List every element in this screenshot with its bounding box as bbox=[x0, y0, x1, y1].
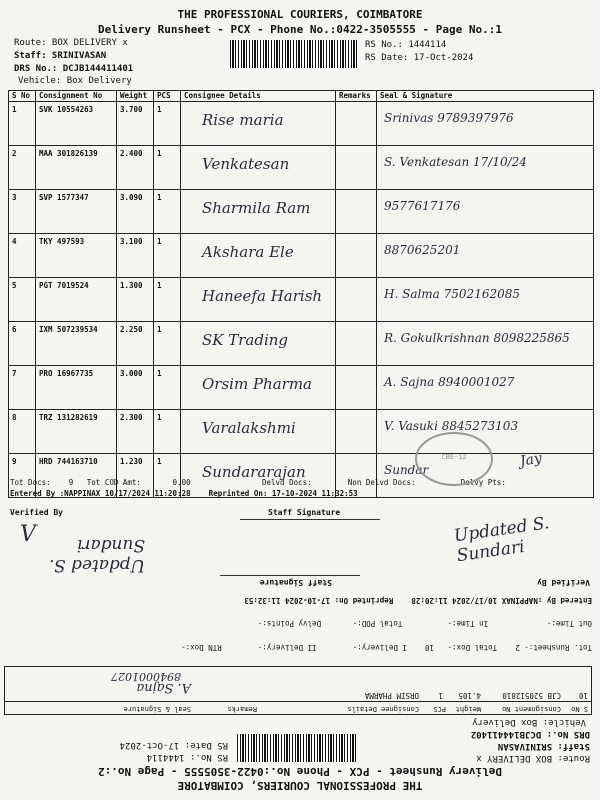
inv-row-phone: 8940001027 bbox=[111, 670, 181, 683]
inv-table-header bbox=[4, 701, 592, 715]
inv-row-pcs: 1 bbox=[438, 691, 443, 700]
inv-verified-by: Verified By bbox=[537, 578, 590, 587]
cell-sno bbox=[9, 322, 36, 366]
cell-weight bbox=[117, 410, 154, 454]
cell-seal-text: S. Venkatesan 17/10/24 bbox=[384, 155, 527, 169]
cell-consignment bbox=[36, 322, 117, 366]
cell-consignee bbox=[181, 102, 336, 146]
cell-seal bbox=[377, 146, 594, 190]
cell-remarks bbox=[336, 366, 377, 410]
cell-pcs bbox=[154, 410, 181, 454]
table-row bbox=[9, 366, 594, 410]
company-title: THE PROFESSIONAL COURIERS, COIMBATORE bbox=[177, 8, 423, 21]
entered-by: Entered By :NAPPINAX 10/17/2024 11:20:28 Reprinted On: 17-10-2024 11:32:53 bbox=[10, 489, 358, 498]
staff-label: Staff: SRINIVASAN bbox=[14, 51, 107, 61]
cell-seal-text: A. Sajna 8940001027 bbox=[384, 375, 515, 389]
col-consignment: Consignment No bbox=[36, 91, 117, 102]
cell-remarks bbox=[336, 234, 377, 278]
cell-remarks bbox=[336, 102, 377, 146]
inv-vehicle: Vehicle: Box Delivery bbox=[472, 717, 586, 727]
runsheet-subtitle: Delivery Runsheet - PCX - Phone No.:0422-3505555 - Page No.:1 bbox=[98, 23, 502, 36]
cell-weight bbox=[117, 146, 154, 190]
cell-seal bbox=[377, 278, 594, 322]
inv-col-pcs: PCS bbox=[433, 705, 446, 713]
cell-remarks bbox=[336, 190, 377, 234]
cell-consignee-text: Haneefa Harish bbox=[202, 287, 323, 305]
cell-pcs bbox=[154, 234, 181, 278]
cell-pcs-text: 1 bbox=[157, 413, 162, 422]
inv-col-sno: S No bbox=[571, 705, 588, 713]
cell-consignment-text: PRO 16967735 bbox=[39, 369, 94, 378]
cell-sno bbox=[9, 102, 36, 146]
inv-col-remarks: Remarks bbox=[227, 705, 257, 713]
table-row bbox=[9, 234, 594, 278]
seal-stamp-icon bbox=[415, 432, 493, 486]
cell-pcs bbox=[154, 366, 181, 410]
cell-remarks bbox=[336, 278, 377, 322]
cell-seal-text: V. Vasuki 8845273103 bbox=[384, 419, 519, 433]
cell-remarks bbox=[336, 322, 377, 366]
inv-row-weight: 4.105 bbox=[458, 691, 481, 700]
cell-consignee-text: Venkatesan bbox=[202, 155, 290, 173]
verifier-signature-icon: V bbox=[20, 522, 36, 547]
cell-sno bbox=[9, 278, 36, 322]
cell-weight-text: 2.250 bbox=[120, 325, 143, 334]
cell-seal-text: H. Salma 7502162085 bbox=[384, 287, 521, 301]
inv-barcode-icon bbox=[236, 734, 356, 762]
cell-sno-text: 4 bbox=[12, 237, 17, 246]
inv-rs-date: RS Date: 17-Oct-2024 bbox=[119, 740, 228, 750]
cell-weight-text: 3.700 bbox=[120, 105, 143, 114]
cell-consignee-text: Sharmila Ram bbox=[202, 199, 311, 217]
cell-sno-text: 5 bbox=[12, 281, 17, 290]
inv-col-cons: Consignment No bbox=[501, 705, 561, 713]
cell-consignment bbox=[36, 410, 117, 454]
cell-consignee bbox=[181, 190, 336, 234]
cell-consignment-text: TKY 497593 bbox=[39, 237, 85, 246]
cell-consignment-text: IXM 507239534 bbox=[39, 325, 98, 334]
inv-row-consignee: ORSIM PHARMA bbox=[364, 691, 419, 700]
inv-summary-2: Out Time:- In Time:- Total POD:- Delvy Points:- bbox=[257, 619, 592, 628]
inv-signature-divider bbox=[220, 575, 360, 576]
cell-pcs-text: 1 bbox=[157, 325, 162, 334]
cell-weight bbox=[117, 190, 154, 234]
cell-consignee bbox=[181, 278, 336, 322]
verify-handwritten: Updated S. Sundari bbox=[452, 513, 551, 567]
cell-consignee-text: Varalakshmi bbox=[202, 419, 296, 437]
inv-drs: DRS No.: DCJB144411402 bbox=[470, 729, 590, 739]
cell-weight-text: 3.000 bbox=[120, 369, 143, 378]
cell-consignee bbox=[181, 146, 336, 190]
cell-pcs-text: 1 bbox=[157, 193, 162, 202]
stamp-text: CBE-12 bbox=[441, 453, 467, 461]
cell-consignee bbox=[181, 366, 336, 410]
inv-row-signature-icon: A. Sajna bbox=[136, 680, 191, 695]
cell-sno-text: 7 bbox=[12, 369, 17, 378]
cell-sno-text: 6 bbox=[12, 325, 17, 334]
cell-seal bbox=[377, 322, 594, 366]
table-row bbox=[9, 410, 594, 454]
col-sno: S No bbox=[9, 91, 36, 102]
table-row bbox=[9, 190, 594, 234]
cell-pcs-text: 1 bbox=[157, 149, 162, 158]
cell-consignment-text: HRD 744163710 bbox=[39, 457, 98, 466]
cell-consignment-text: TRZ 131282619 bbox=[39, 413, 98, 422]
cell-weight-text: 3.100 bbox=[120, 237, 143, 246]
cell-seal-text: R. Gokulkrishnan 8098225865 bbox=[384, 331, 570, 345]
inv-subtitle: Delivery Runsheet - PCX - Phone No.:0422-3505555 - Page No.:2 bbox=[98, 765, 502, 778]
inv-rs-number: RS No.: 1444114 bbox=[146, 752, 228, 762]
cell-consignee-text: Orsim Pharma bbox=[202, 375, 312, 393]
cell-sno-text: 3 bbox=[12, 193, 17, 202]
cell-pcs bbox=[154, 190, 181, 234]
cell-remarks bbox=[336, 146, 377, 190]
inv-table-row bbox=[4, 666, 592, 703]
cell-weight-text: 2.300 bbox=[120, 413, 143, 422]
table-row bbox=[9, 102, 594, 146]
inv-row-cons: CJB 520512810 bbox=[502, 691, 561, 700]
vehicle-label: Vehicle: Box Delivery bbox=[18, 76, 132, 86]
cell-seal bbox=[377, 102, 594, 146]
inv-staff: Staff: SRINIVASAN bbox=[497, 741, 590, 751]
cell-sno bbox=[9, 146, 36, 190]
signature-divider bbox=[240, 519, 380, 520]
inv-staff-signature: Staff Signature bbox=[259, 578, 332, 587]
cell-consignee-text: SK Trading bbox=[202, 331, 289, 349]
cell-weight-text: 3.090 bbox=[120, 193, 143, 202]
handwritten-signature-icon: Jay bbox=[518, 450, 544, 470]
inv-company-title: THE PROFESSIONAL COURIERS, COIMBATORE bbox=[177, 779, 423, 792]
col-pcs: PCS bbox=[154, 91, 181, 102]
runsheet-table bbox=[8, 90, 594, 498]
cell-consignment bbox=[36, 234, 117, 278]
cell-consignment-text: MAA 301826139 bbox=[39, 149, 98, 158]
cell-weight-text: 1.300 bbox=[120, 281, 143, 290]
staff-signature-label: Staff Signature bbox=[268, 508, 341, 517]
inv-route: Route: BOX DELIVERY x bbox=[476, 753, 590, 763]
cell-weight-text: 2.400 bbox=[120, 149, 143, 158]
cell-sno-text: 9 bbox=[12, 457, 17, 466]
cell-seal-text: 8870625201 bbox=[384, 243, 461, 257]
inv-col-weight: Weight bbox=[455, 705, 481, 713]
cell-weight bbox=[117, 322, 154, 366]
cell-consignee bbox=[181, 410, 336, 454]
cell-consignment bbox=[36, 102, 117, 146]
rs-date: RS Date: 17-Oct-2024 bbox=[365, 53, 474, 63]
cell-weight bbox=[117, 234, 154, 278]
cell-weight-text: 1.230 bbox=[120, 457, 143, 466]
table-header-row bbox=[9, 91, 594, 102]
table-row bbox=[9, 278, 594, 322]
cell-pcs bbox=[154, 322, 181, 366]
inv-col-consignee: Consignee Details bbox=[347, 705, 419, 713]
totals-docs: Tot Docs: 9 Tot COD Amt: 0.00 bbox=[10, 478, 191, 487]
cell-consignment-text: SVP 1577347 bbox=[39, 193, 89, 202]
cell-pcs-text: 1 bbox=[157, 105, 162, 114]
cell-pcs-text: 1 bbox=[157, 457, 162, 466]
cell-consignment bbox=[36, 146, 117, 190]
cell-sno-text: 8 bbox=[12, 413, 17, 422]
cell-sno-text: 1 bbox=[12, 105, 17, 114]
cell-seal-text: 9577617176 bbox=[384, 199, 461, 213]
cell-pcs-text: 1 bbox=[157, 369, 162, 378]
table-row bbox=[9, 322, 594, 366]
cell-pcs bbox=[154, 146, 181, 190]
cell-consignment bbox=[36, 278, 117, 322]
cell-consignee-text: Akshara Ele bbox=[202, 243, 294, 261]
cell-weight bbox=[117, 102, 154, 146]
inv-summary-1: Tot. Runsheet:- 2 Total Dox:- 10 I Delivery:- II Delivery:- RTN Dox:- bbox=[181, 643, 592, 652]
cell-seal bbox=[377, 234, 594, 278]
cell-pcs bbox=[154, 278, 181, 322]
cell-pcs-text: 1 bbox=[157, 281, 162, 290]
inv-row-sno: 10 bbox=[578, 691, 588, 700]
cell-sno-text: 2 bbox=[12, 149, 17, 158]
cell-seal bbox=[377, 190, 594, 234]
col-remarks: Remarks bbox=[336, 91, 377, 102]
inv-handwritten: Updated S. Sundari bbox=[49, 535, 145, 575]
cell-consignee-text: Rise maria bbox=[202, 111, 284, 129]
route-label: Route: BOX DELIVERY x bbox=[14, 38, 128, 48]
cell-weight bbox=[117, 366, 154, 410]
cell-consignment-text: SVK 10554263 bbox=[39, 105, 94, 114]
totals-delivery: Delvd Docs: Non Delvd Docs: Delvy Pts: bbox=[262, 478, 506, 487]
cell-consignee bbox=[181, 322, 336, 366]
rs-number: RS No.: 1444114 bbox=[365, 40, 447, 50]
drs-number: DRS No.: DCJB144411401 bbox=[14, 64, 134, 74]
cell-weight bbox=[117, 278, 154, 322]
cell-sno bbox=[9, 410, 36, 454]
cell-consignee bbox=[181, 234, 336, 278]
cell-consignee-text: Sundararajan bbox=[202, 463, 306, 481]
table-row bbox=[9, 146, 594, 190]
col-weight: Weight bbox=[117, 91, 154, 102]
inv-entered-by: Entered By :NAPPINAX 10/17/2024 11:20:28 Reprinted On: 17-10-2024 11:32:53 bbox=[244, 596, 592, 605]
col-seal: Seal & Signature bbox=[377, 91, 594, 102]
cell-sno bbox=[9, 366, 36, 410]
cell-sno bbox=[9, 234, 36, 278]
col-consignee: Consignee Details bbox=[181, 91, 336, 102]
cell-seal-text: Sundar bbox=[384, 463, 429, 477]
cell-seal bbox=[377, 366, 594, 410]
cell-pcs bbox=[154, 102, 181, 146]
cell-seal-text: Srinivas 9789397976 bbox=[384, 111, 514, 125]
cell-consignment bbox=[36, 190, 117, 234]
verified-by-label: Verified By bbox=[10, 508, 63, 517]
cell-consignment-text: PGT 7019524 bbox=[39, 281, 89, 290]
cell-remarks bbox=[336, 410, 377, 454]
cell-consignment bbox=[36, 366, 117, 410]
cell-pcs-text: 1 bbox=[157, 237, 162, 246]
barcode-icon bbox=[230, 40, 358, 68]
inv-col-seal: Seal & Signature bbox=[123, 705, 191, 713]
cell-sno bbox=[9, 190, 36, 234]
